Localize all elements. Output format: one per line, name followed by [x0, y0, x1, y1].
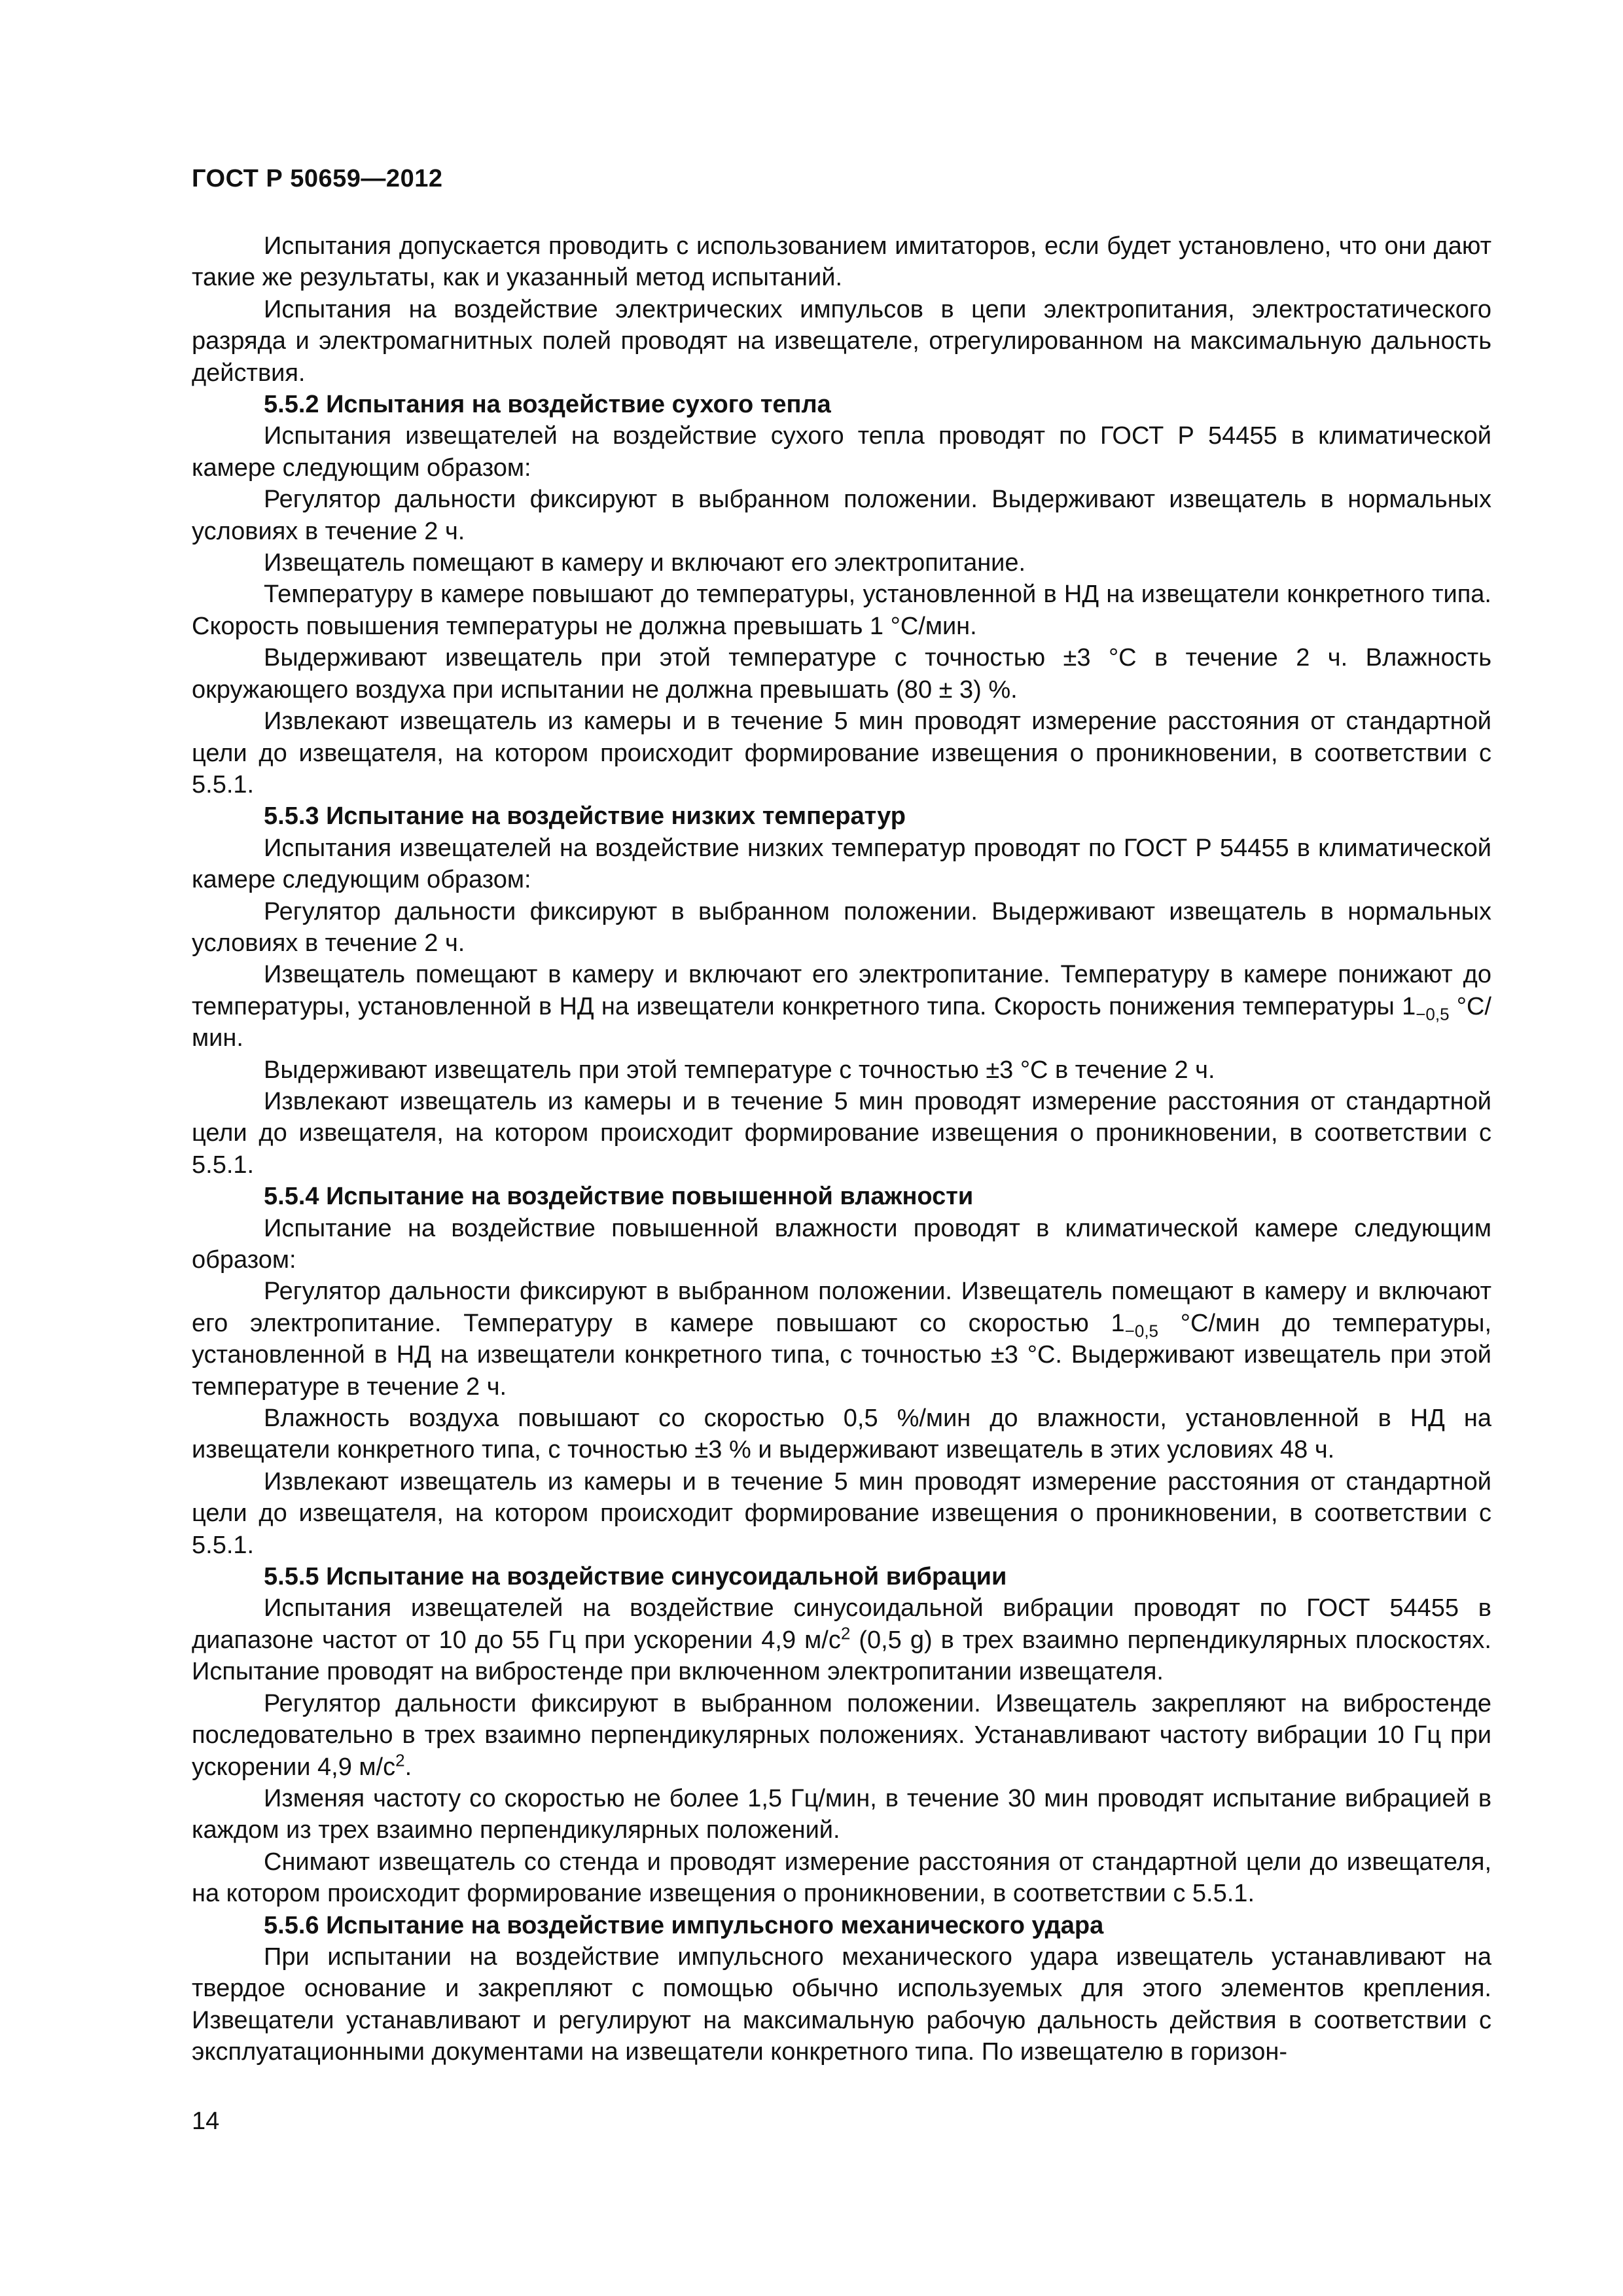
paragraph: Регулятор дальности фиксируют в выбранном положении. Извещатель помещают в камеру и включают его электропитание. Температуру в камере повышают со скоростью $1_{-0,5}$ °С/мин до температуры, установленной в НД на извещатели конкретного типа, с точностью ±3 °С. Выдерживают извещатель при этой температуре в течение 2 ч. [192, 1278, 1491, 1401]
document-body [192, 230, 1491, 2068]
paragraph: Снимают извещатель со стенда и проводят измерение расстояния от стандартной цели до извещателя, на котором происходит формирование извещения о проникновении, в соответствии с 5.5.1. [192, 1848, 1491, 1908]
paragraph: Регулятор дальности фиксируют в выбранном положении. Выдерживают извещатель в нормальных условиях в течение 2 ч. [192, 897, 1491, 957]
paragraph: Извещатель помещают в камеру и включают его электропитание. [264, 549, 1026, 577]
section-heading-5-5-2: 5.5.2 Испытания на воздействие сухого тепла [264, 391, 831, 419]
section-heading-5-5-6: 5.5.6 Испытание на воздействие импульсного механического удара [264, 1911, 1104, 1939]
paragraph: Температуру в камере повышают до температуры, установленной в НД на извещатели конкретного типа. Скорость повышения температуры не должна превышать 1 °С/мин. [192, 581, 1491, 640]
superscript: 2 [395, 1749, 405, 1770]
paragraph: Выдерживают извещатель при этой температуре с точностью ±3 °С в течение 2 ч. [264, 1056, 1215, 1084]
subscript: −0,5 [1124, 1321, 1158, 1341]
paragraph: Испытания на воздействие электрических импульсов в цепи электропитания, электростатического разряда и электромагнитных полей проводят на извещателе, отрегулированном на максимальную дальность действия. [192, 295, 1491, 387]
paragraph: Выдерживают извещатель при этой температуре с точностью ±3 °С в течение 2 ч. Влажность окружающего воздуха при испытании не должна превышать (80 ± 3) %. [192, 644, 1491, 704]
paragraph: Испытание на воздействие повышенной влажности проводят в климатической камере следующим образом: [192, 1214, 1491, 1274]
paragraph: Влажность воздуха повышают со скоростью 0,5 %/мин до влажности, установленной в НД на извещатели конкретного типа, с точностью ±3 % и выдерживают извещатель в этих условиях 48 ч. [192, 1405, 1491, 1464]
paragraph: Изменяя частоту со скоростью не более 1,5 Гц/мин, в течение 30 мин проводят испытание вибрацией в каждом из трех взаимно перпендикулярных положений. [192, 1784, 1491, 1844]
paragraph: Регулятор дальности фиксируют в выбранном положении. Извещатель закрепляют на вибростенде последовательно в трех взаимно перпендикулярных положениях. Устанавливают частоту вибрации 10 Гц при ускорении 4,9 $м/с^2$. [192, 1689, 1491, 1781]
document-header: ГОСТ Р 50659—2012 [192, 165, 443, 192]
page-number: 14 [192, 2108, 220, 2135]
paragraph: Регулятор дальности фиксируют в выбранном положении. Выдерживают извещатель в нормальных условиях в течение 2 ч. [192, 486, 1491, 545]
paragraph: Испытания извещателей на воздействие низких температур проводят по ГОСТ Р 54455 в климатической камере следующим образом: [192, 834, 1491, 894]
section-heading-5-5-5: 5.5.5 Испытание на воздействие синусоидальной вибрации [264, 1563, 1007, 1591]
paragraph: Извещатель помещают в камеру и включают его электропитание. Температуру в камере понижают до температуры, установленной в НД на извещатели конкретного типа. Скорость понижения температуры $1_{-0,5}$ °С/мин. [192, 961, 1491, 1052]
paragraph: Извлекают извещатель из камеры и в течение 5 мин проводят измерение расстояния от стандартной цели до извещателя, на котором происходит формирование извещения о проникновении, в соответствии с 5.5.1. [192, 1087, 1491, 1179]
section-heading-5-5-3: 5.5.3 Испытание на воздействие низких температур [264, 802, 906, 831]
paragraph: Испытания извещателей на воздействие сухого тепла проводят по ГОСТ Р 54455 в климатической камере следующим образом: [192, 422, 1491, 482]
subscript: −0,5 [1416, 1004, 1450, 1024]
paragraph: При испытании на воздействие импульсного механического удара извещатель устанавливают на твердое основание и закрепляют с помощью обычно используемых для этого элементов крепления. Извещатели устанавливают и регулируют на максимальную рабочую дальность действия в соответствии с эксплуатационными документами на извещатели конкретного типа. По извещателю в горизон- [192, 1943, 1491, 2066]
paragraph: Извлекают извещатель из камеры и в течение 5 мин проводят измерение расстояния от стандартной цели до извещателя, на котором происходит формирование извещения о проникновении, в соответствии с 5.5.1. [192, 708, 1491, 798]
paragraph: Испытания извещателей на воздействие синусоидальной вибрации проводят по ГОСТ 54455 в диапазоне частот от 10 до 55 Гц при ускорении 4,9 $м/с^2$ (0,5 g) в трех взаимно перпендикулярных плоскостях. Испытание проводят на вибростенде при включенном электропитании извещателя. [192, 1594, 1491, 1686]
paragraph: Извлекают извещатель из камеры и в течение 5 мин проводят измерение расстояния от стандартной цели до извещателя, на котором происходит формирование извещения о проникновении, в соответствии с 5.5.1. [192, 1467, 1491, 1559]
superscript: 2 [840, 1623, 851, 1643]
section-heading-5-5-4: 5.5.4 Испытание на воздействие повышенной влажности [264, 1183, 974, 1211]
paragraph: Испытания допускается проводить с использованием имитаторов, если будет установлено, что они дают такие же результаты, как и указанный метод испытаний. [192, 232, 1491, 292]
